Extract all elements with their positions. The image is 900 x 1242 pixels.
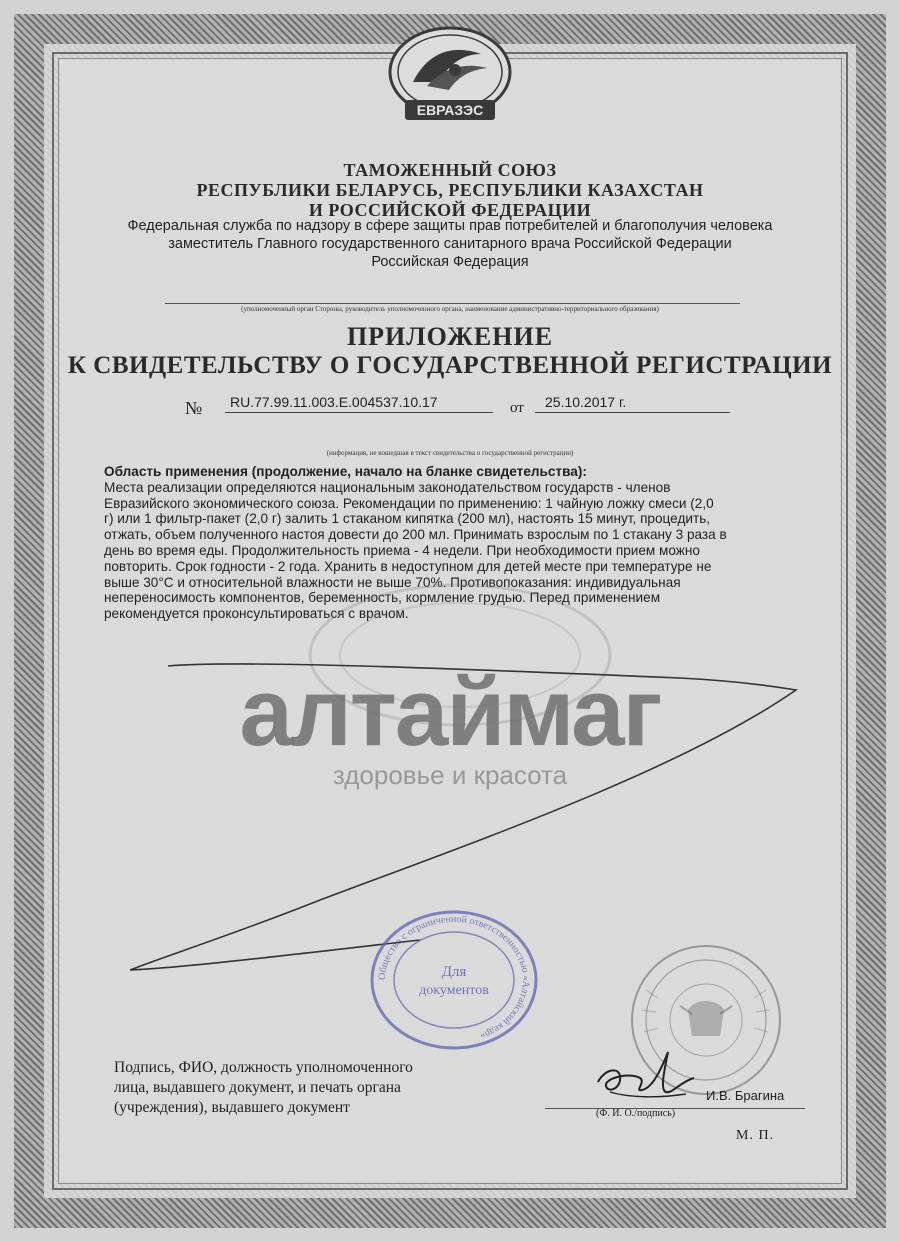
signer-name: И.В. Брагина xyxy=(706,1088,785,1103)
signer-caption: (Ф. И. О./подпись) xyxy=(596,1108,676,1119)
registration-row xyxy=(185,394,745,416)
scope-line: Места реализации определяются национальным законодательством государств - членов xyxy=(104,479,671,495)
seal-place-marker: М. П. xyxy=(736,1128,775,1143)
authority-underline xyxy=(165,303,740,304)
watermark-tagline: здоровье и красота xyxy=(332,760,568,790)
number-underline xyxy=(225,412,493,413)
signature-caption-line: (учреждения), выдавшего документ xyxy=(114,1099,350,1116)
scope-line: повторить. Срок годности - 2 года. Хранить в недоступном для детей месте при температуре не xyxy=(104,558,712,574)
scope-heading: Область применения (продолжение, начало на бланке свидетельства): xyxy=(104,464,587,479)
authority-caption: (уполномоченный орган Стороны, руководитель уполномоченного органа, наименование административно-территориального образования) xyxy=(241,305,659,313)
registration-date: 25.10.2017 г. xyxy=(545,394,627,410)
stamp-ring-text: Общество с ограниченной ответственностью «Алтайский кедр» xyxy=(376,913,532,1042)
authority-line3: Российская Федерация xyxy=(371,254,529,270)
date-underline xyxy=(535,412,730,413)
document-title: ПРИЛОЖЕНИЕ xyxy=(346,322,554,351)
stamp-center-line1: Для xyxy=(441,964,467,980)
scope-line: рекомендуется проконсультироваться с врачом. xyxy=(104,606,409,622)
scope-line: день во время еды. Продолжительность приема - 4 недели. При необходимости прием можно xyxy=(104,542,700,558)
signature-caption-line: лица, выдавшего документ, и печать органа xyxy=(114,1079,401,1096)
union-title-line3: И РОССИЙСКОЙ ФЕДЕРАЦИИ xyxy=(308,200,592,220)
scope-line: непереносимость компонентов, беременность, кормление грудью. Перед применением xyxy=(104,590,661,606)
eurasec-emblem-icon xyxy=(383,24,517,128)
company-stamp xyxy=(365,908,543,1053)
union-title-line2: РЕСПУБЛИКИ БЕЛАРУСЬ, РЕСПУБЛИКИ КАЗАХСТАН xyxy=(196,180,704,200)
scope-line: Евразийского экономического союза. Рекомендации по применению: 1 чайную ложку смеси (2,0 xyxy=(104,495,714,511)
number-label: № xyxy=(185,398,203,418)
date-label: от xyxy=(510,400,524,416)
union-title-line1: ТАМОЖЕННЫЙ СОЮЗ xyxy=(343,160,557,180)
signature-caption-line: Подпись, ФИО, должность уполномоченного xyxy=(114,1059,413,1076)
registration-number: RU.77.99.11.003.E.004537.10.17 xyxy=(230,394,438,410)
signature-caption xyxy=(114,1058,509,1118)
scope-line: отжать, объем полученного настоя довести до 200 мл. Принимать взрослым по 1 стакану 3 раза в xyxy=(104,527,727,543)
scope-line: выше 30°C и относительной влажности не выше 70%. Противопоказания: индивидуальная xyxy=(104,574,681,590)
stamp-center-line2: документов xyxy=(419,983,489,998)
emblem-label: ЕВРАЗЭС xyxy=(416,102,484,118)
authority-line2: заместитель Главного государственного санитарного врача Российской Федерации xyxy=(168,236,732,252)
scope-line: г) или 1 фильтр-пакет (2,0 г) залить 1 стаканом кипятка (200 мл), настоять 15 минут, процедить, xyxy=(104,511,711,527)
watermark-brand: алтаймаг xyxy=(239,659,661,766)
authority-line1: Федеральная служба по надзору в сфере защиты прав потребителей и благополучия человека xyxy=(127,218,773,234)
document-subtitle: К СВИДЕТЕЛЬСТВУ О ГОСУДАРСТВЕННОЙ РЕГИСТРАЦИИ xyxy=(67,352,833,379)
registration-caption: (информация, не вошедшая в текст свидетельства о государственной регистрации) xyxy=(326,449,574,457)
handwritten-signature-icon xyxy=(590,1042,700,1112)
